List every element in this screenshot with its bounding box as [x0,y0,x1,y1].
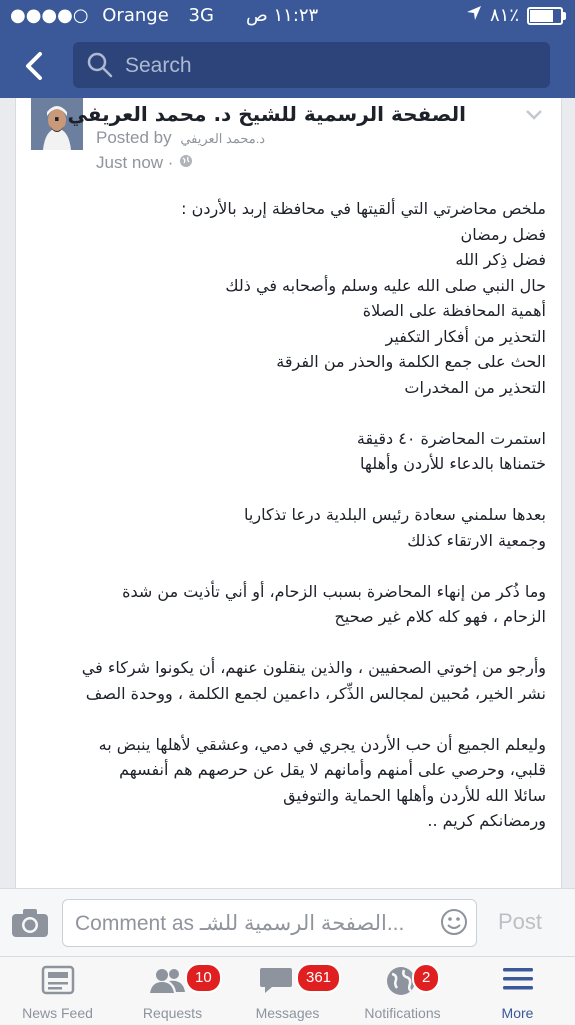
post-author[interactable]: د.محمد العريفي [180,131,266,146]
status-bar [0,0,575,34]
chevron-down-icon[interactable] [525,106,543,125]
search-icon [87,52,113,82]
comment-input[interactable] [62,899,477,947]
post-text-line: التحذير من المخدرات [404,377,546,397]
tab-requests[interactable] [115,957,230,1025]
search-input[interactable] [123,42,537,90]
search-bar[interactable] [73,42,550,88]
nav-bar [0,34,575,98]
post-text-line: وما ذُكر من إنهاء المحاضرة بسبب الزحام، أو أني تأذيت من شدة [122,581,546,601]
page-name[interactable]: الصفحة الرسمية للشيخ د. محمد العريفي . [52,102,466,126]
globe-privacy-icon [179,153,193,173]
post-text-line: استمرت المحاضرة ٤٠ دقيقة [356,428,546,448]
post-text-line: ملخص محاضرتي التي ألقيتها في محافظة إربد بالأردن : [181,199,546,218]
notifications-badge: 2 [412,963,440,993]
tab-bar [0,956,575,1025]
requests-badge: 10 [185,963,222,993]
tab-messages[interactable] [230,957,345,1025]
post-text-line: قلبي، وحرصي على أمنهم وأمانهم لا يقل عن حرصهم هم أنفسهم [119,760,546,779]
messages-icon [258,965,294,999]
post-text-line: سائلا الله للأردن وأهلها الحماية والتوفيق [283,785,546,805]
tab-label: More [501,1005,534,1021]
post-text-line: الحث على جمع الكلمة والحذر من الفرقة [276,352,546,371]
tab-label: News Feed [22,1005,93,1021]
post-text-line: الزحام ، فهو كله كلام غير صحيح [334,607,546,626]
status-left [10,5,214,26]
post-text-line: نشر الخير، مُحبين لمجالس الذِّكر، داعمين لجمع الكلمة ، ووحدة الصف [85,683,546,703]
carrier-name: Orange [102,5,169,26]
tab-label: Messages [255,1005,320,1021]
post-text-line: حال النبي صلى الله عليه وسلم وأصحابه في ذلك [225,275,546,295]
post-button[interactable]: Post [498,909,543,934]
post-blank-line [31,477,546,503]
post-blank-line [31,553,546,579]
comment-placeholder: Comment as الصفحة الرسمية للشـ... [75,912,405,935]
camera-icon[interactable] [10,907,50,943]
post-blank-line [31,630,546,656]
news-feed-icon [41,965,75,999]
tab-label: Requests [142,1005,203,1021]
post-text-line: بعدها سلمني سعادة رئيس البلدية درعا تذكاريا [244,505,546,524]
emoji-icon[interactable] [440,908,468,940]
post-text-line: وجمعية الارتقاء كذلك [407,530,546,550]
post-text-line: وليعلم الجميع أن حب الأردن يجري في دمي، وعشقي لأهلها ينبض به [98,734,546,754]
post-time[interactable]: Just now · [96,153,174,172]
post-text-line: فضل رمضان [460,224,546,244]
post-card [15,98,562,888]
comment-bar [0,888,575,957]
tab-notifications[interactable] [345,957,460,1025]
post-text-line: وأرجو من إخوتي الصحفيين ، والذين ينقلون عنهم، أن يكونوا شركاء في [81,658,546,677]
location-icon [466,5,482,26]
tab-label: Notifications [364,1005,441,1021]
post-text-line: التحذير من أفكار التكفير [385,326,546,346]
post-blank-line [31,400,546,426]
requests-icon [147,965,187,999]
signal-strength: ●●●●○ [10,5,89,26]
post-blank-line [31,706,546,732]
post-text-line: ختمناها بالدعاء للأردن وأهلها [360,454,546,473]
menu-icon [501,965,535,997]
battery-percent: ٨١٪ [489,5,519,26]
post-text-line: أهمية المحافظة على الصلاة [362,301,546,320]
battery-icon [527,7,563,25]
status-time: ١١:٢٣ ص [246,5,319,26]
post-text [31,196,546,834]
posted-by-line [96,128,265,148]
network-type: 3G [188,5,214,26]
post-time-line [96,153,193,173]
post-text-line: فضل ذِكر الله [455,250,546,269]
post-text-line: ورمضانكم كريم .. [427,811,546,830]
status-right [466,5,563,26]
posted-by-label: Posted by [96,128,172,147]
battery-fill [530,10,553,22]
messages-badge: 361 [296,963,341,993]
back-chevron-icon[interactable] [18,50,50,82]
tab-news-feed[interactable] [0,957,115,1025]
tab-more[interactable] [460,957,575,1025]
